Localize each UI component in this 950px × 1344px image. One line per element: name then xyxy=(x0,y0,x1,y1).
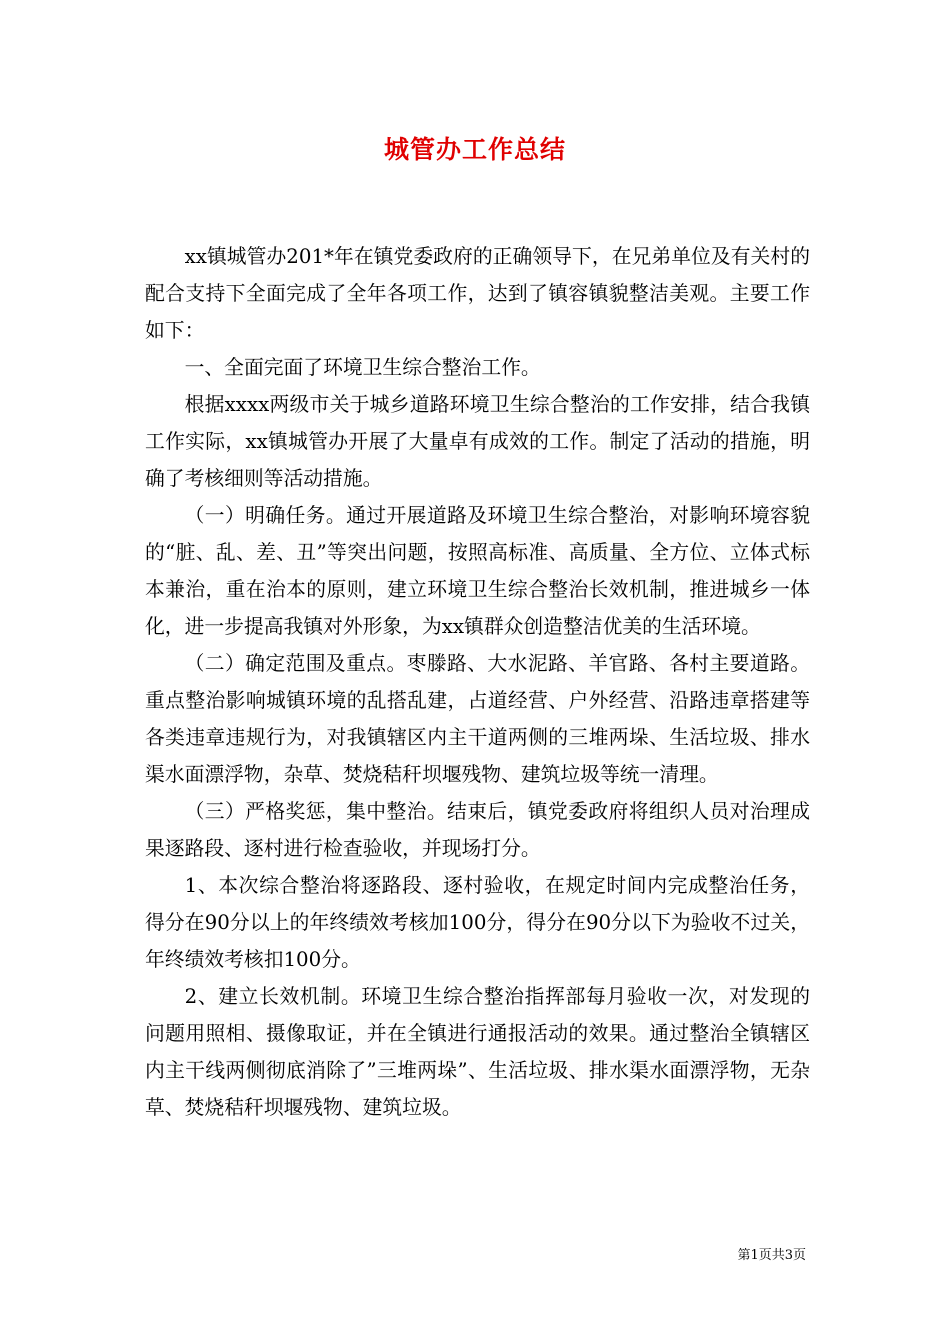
paragraph-item-2: 2、建立长效机制。环境卫生综合整治指挥部每月验收一次，对发现的问题用照相、摄像取证，并在全镇进行通报活动的效果。通过整治全镇辖区内主干线两侧彻底消除了”三堆两垛”、生活垃圾、排水渠水面漂浮物，无杂草、焚烧秸秆坝堰残物、建筑垃圾。 xyxy=(145,985,810,1119)
paragraph-task: （一）明确任务。通过开展道路及环境卫生综合整治，对影响环境容貌的“脏、乱、差、丑”等突出问题，按照高标准、高质量、全方位、立体式标本兼治，重在治本的原则，建立环境卫生综合整治长效机制，推进城乡一体化，进一步提高我镇对外形象，为xx镇群众创造整洁优美的生活环境。 xyxy=(145,504,810,638)
page-number: 第1页共3页 xyxy=(737,1248,806,1263)
paragraph-item-1: 1、本次综合整治将逐路段、逐村验收，在规定时间内完成整治任务，得分在90分以上的年终绩效考核加100分，得分在90分以下为验收不过关，年终绩效考核扣100分。 xyxy=(145,874,810,971)
paragraph-intro: xx镇城管办201*年在镇党委政府的正确领导下，在兄弟单位及有关村的配合支持下全面完成了全年各项工作，达到了镇容镇貌整洁美观。主要工作如下： xyxy=(145,245,810,342)
paragraph-scope: （二）确定范围及重点。枣滕路、大水泥路、羊官路、各村主要道路。重点整治影响城镇环境的乱搭乱建，占道经营、户外经营、沿路违章搭建等各类违章违规行为，对我镇辖区内主干道两侧的三堆两垛、生活垃圾、排水渠水面漂浮物，杂草、焚烧秸秆坝堰残物、建筑垃圾等统一清理。 xyxy=(145,652,810,786)
paragraph-section-1-heading: 一、全面完面了环境卫生综合整治工作。 xyxy=(184,356,541,379)
document-title: 城管办工作总结 xyxy=(383,135,566,164)
paragraph-basis: 根据xxxx两级市关于城乡道路环境卫生综合整治的工作安排，结合我镇工作实际，xx镇城管办开展了大量卓有成效的工作。制定了活动的措施，明确了考核细则等活动措施。 xyxy=(145,393,810,490)
document-body xyxy=(145,238,810,1126)
paragraph-rewards: （三）严格奖惩，集中整治。结束后，镇党委政府将组织人员对治理成果逐路段、逐村进行检查验收，并现场打分。 xyxy=(145,800,810,860)
